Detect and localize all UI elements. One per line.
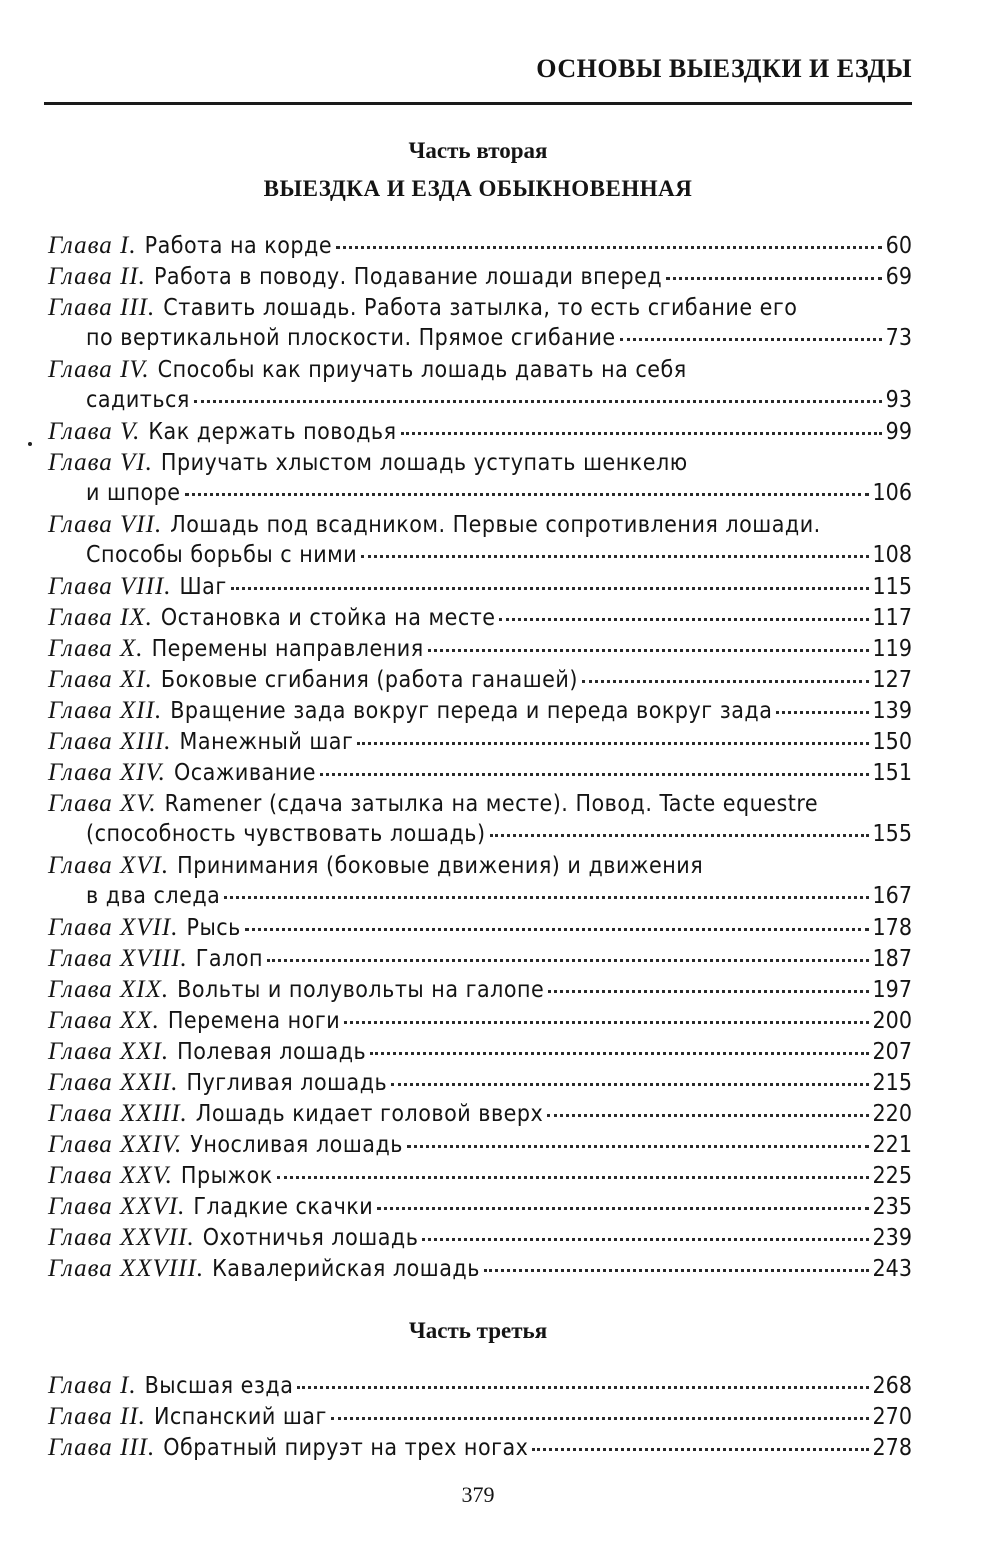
toc-row <box>48 1098 912 1129</box>
chapter-title: Кавалерийская лошадь <box>212 1256 480 1282</box>
chapter-page-number: 278 <box>872 1435 912 1461</box>
toc-row <box>48 788 912 819</box>
chapter-label: Глава IX. <box>48 604 153 631</box>
chapter-page-number: 99 <box>885 419 912 445</box>
toc-row <box>48 230 912 261</box>
toc-row <box>48 1401 912 1432</box>
dot-leader <box>422 1238 868 1241</box>
dot-leader <box>277 1176 869 1179</box>
dot-leader <box>484 1269 869 1272</box>
toc-row <box>48 757 912 788</box>
chapter-page-number: 220 <box>872 1101 912 1127</box>
chapter-page-number: 115 <box>872 574 912 600</box>
chapter-label: Глава III. <box>48 294 156 321</box>
chapter-page-number: 106 <box>872 480 912 506</box>
page-number: 379 <box>461 1482 495 1507</box>
chapter-label: Глава XII. <box>48 697 163 724</box>
chapter-label: Глава XXVIII. <box>48 1255 205 1282</box>
chapter-label: Глава XIII. <box>48 728 172 755</box>
chapter-page-number: 119 <box>872 636 912 662</box>
chapter-label: Глава I. <box>48 1372 137 1399</box>
chapter-label: Глава VIII. <box>48 573 172 600</box>
chapter-page-number: 235 <box>872 1194 912 1220</box>
chapter-page-number: 73 <box>885 325 912 351</box>
dot-leader <box>336 246 882 249</box>
dot-leader <box>194 400 882 403</box>
chapter-title: Прыжок <box>180 1163 273 1189</box>
chapter-page-number: 69 <box>885 264 912 290</box>
stray-ink-dot <box>28 442 32 446</box>
chapter-title: Шаг <box>179 574 227 600</box>
chapter-title: Лошадь кидает головой вверх <box>195 1101 544 1127</box>
toc-row <box>48 478 912 509</box>
chapter-label: Глава VI. <box>48 449 153 476</box>
dot-leader <box>331 1417 869 1420</box>
toc-row <box>48 633 912 664</box>
toc-row <box>48 1432 912 1463</box>
chapter-title: Лошадь под всадником. Первые сопротивления лошади. <box>170 512 821 538</box>
chapter-page-number: 200 <box>872 1008 912 1034</box>
chapter-label: Глава XXVI. <box>48 1193 186 1220</box>
chapter-title: и шпоре <box>86 480 181 506</box>
dot-leader <box>185 493 869 496</box>
chapter-title: Способы как приучать лошадь давать на себя <box>157 357 687 383</box>
chapter-page-number: 93 <box>885 387 912 413</box>
chapter-label: Глава XVII. <box>48 914 179 941</box>
toc-row <box>48 912 912 943</box>
dot-leader <box>231 587 869 590</box>
chapter-title: Вольты и полувольты на галопе <box>177 977 545 1003</box>
dot-leader <box>377 1207 868 1210</box>
toc-row <box>48 354 912 385</box>
toc-row <box>48 571 912 602</box>
chapter-title: Способы борьбы с ними <box>86 542 358 568</box>
chapter-page-number: 155 <box>872 821 912 847</box>
header-rule <box>44 102 912 105</box>
toc-row <box>48 1191 912 1222</box>
chapter-title: Вращение зада вокруг переда и переда вокруг зада <box>170 698 773 724</box>
dot-leader <box>407 1145 869 1148</box>
chapter-page-number: 178 <box>872 915 912 941</box>
chapter-page-number: 215 <box>872 1070 912 1096</box>
chapter-label: Глава II. <box>48 263 146 290</box>
chapter-title: Манежный шаг <box>179 729 354 755</box>
toc-row <box>48 416 912 447</box>
toc-row <box>48 1036 912 1067</box>
toc-row <box>48 602 912 633</box>
dot-leader <box>666 277 882 280</box>
chapter-label: Глава XXIV. <box>48 1131 183 1158</box>
toc-row <box>48 881 912 912</box>
chapter-label: Глава II. <box>48 1403 146 1430</box>
toc-row <box>48 323 912 354</box>
chapter-page-number: 268 <box>872 1373 912 1399</box>
chapter-page-number: 197 <box>872 977 912 1003</box>
chapter-title: Пугливая лошадь <box>186 1070 388 1096</box>
chapter-label: Глава XXII. <box>48 1069 179 1096</box>
dot-leader <box>267 959 868 962</box>
toc-row <box>48 385 912 416</box>
chapter-title: Перемены направления <box>151 636 424 662</box>
chapter-title: Рысь <box>186 915 241 941</box>
chapter-page-number: 207 <box>872 1039 912 1065</box>
toc-row <box>48 1160 912 1191</box>
chapter-title: Боковые сгибания (работа ганашей) <box>160 667 578 693</box>
part2-title: Часть вторая <box>408 138 548 163</box>
dot-leader <box>391 1083 868 1086</box>
chapter-label: Глава III. <box>48 1434 156 1461</box>
chapter-page-number: 127 <box>872 667 912 693</box>
toc-row <box>48 1129 912 1160</box>
chapter-label: Глава XXVII. <box>48 1224 195 1251</box>
toc-row <box>48 695 912 726</box>
chapter-page-number: 243 <box>872 1256 912 1282</box>
chapter-label: Глава XVIII. <box>48 945 188 972</box>
dot-leader <box>224 896 868 899</box>
chapter-title: Гладкие скачки <box>193 1194 374 1220</box>
toc-row <box>48 1222 912 1253</box>
chapter-label: Глава I. <box>48 232 137 259</box>
toc-row <box>48 974 912 1005</box>
dot-leader <box>245 928 869 931</box>
part3-title: Часть третья <box>408 1318 548 1343</box>
chapter-label: Глава XXIII. <box>48 1100 188 1127</box>
toc-row <box>48 1370 912 1401</box>
toc-row <box>48 943 912 974</box>
dot-leader <box>499 618 868 621</box>
chapter-page-number: 108 <box>872 542 912 568</box>
chapter-label: Глава XI. <box>48 666 153 693</box>
chapter-title: Полевая лошадь <box>177 1039 367 1065</box>
chapter-page-number: 117 <box>872 605 912 631</box>
chapter-title: Охотничья лошадь <box>202 1225 419 1251</box>
toc-row <box>48 1005 912 1036</box>
chapter-label: Глава VII. <box>48 511 163 538</box>
chapter-label: Глава XIV. <box>48 759 166 786</box>
chapter-title: Приучать хлыстом лошадь уступать шенкелю <box>160 450 688 476</box>
chapter-title: по вертикальной плоскости. Прямое сгибание <box>86 325 616 351</box>
chapter-title: (способность чувствовать лошадь) <box>86 821 486 847</box>
chapter-page-number: 221 <box>872 1132 912 1158</box>
dot-leader <box>620 338 882 341</box>
chapter-title: садиться <box>86 387 190 413</box>
toc-row <box>48 819 912 850</box>
toc-row <box>48 850 912 881</box>
dot-leader <box>532 1448 868 1451</box>
toc-row <box>48 261 912 292</box>
chapter-page-number: 139 <box>872 698 912 724</box>
toc-row <box>48 540 912 571</box>
toc-row <box>48 664 912 695</box>
dot-leader <box>547 1114 868 1117</box>
chapter-title: Принимания (боковые движения) и движения <box>177 853 704 879</box>
chapter-page-number: 225 <box>872 1163 912 1189</box>
part2-subtitle: ВЫЕЗДКА И ЕЗДА ОБЫКНОВЕННАЯ <box>263 176 693 201</box>
chapter-page-number: 60 <box>885 233 912 259</box>
dot-leader <box>320 773 869 776</box>
chapter-page-number: 151 <box>872 760 912 786</box>
chapter-title: Уносливая лошадь <box>190 1132 403 1158</box>
dot-leader <box>428 649 869 652</box>
chapter-page-number: 239 <box>872 1225 912 1251</box>
toc-row <box>48 1253 912 1284</box>
chapter-label: Глава XV. <box>48 790 157 817</box>
toc-row <box>48 292 912 323</box>
chapter-label: Глава XXI. <box>48 1038 170 1065</box>
chapter-label: Глава XIX. <box>48 976 170 1003</box>
chapter-title: Высшая езда <box>144 1373 294 1399</box>
dot-leader <box>344 1021 868 1024</box>
chapter-title: Работа в поводу. Подавание лошади вперед <box>153 264 663 290</box>
chapter-title: Осаживание <box>173 760 316 786</box>
running-header: ОСНОВЫ ВЫЕЗДКИ И ЕЗДЫ <box>536 54 912 83</box>
chapter-page-number: 150 <box>872 729 912 755</box>
toc-part2 <box>48 230 912 1284</box>
dot-leader <box>357 742 868 745</box>
chapter-label: Глава IV. <box>48 356 150 383</box>
toc-row <box>48 447 912 478</box>
toc-row <box>48 1067 912 1098</box>
chapter-page-number: 167 <box>872 883 912 909</box>
dot-leader <box>297 1386 868 1389</box>
toc-row <box>48 726 912 757</box>
chapter-label: Глава X. <box>48 635 144 662</box>
chapter-title: Перемена ноги <box>167 1008 341 1034</box>
chapter-title: в два следа <box>86 883 221 909</box>
chapter-page-number: 270 <box>872 1404 912 1430</box>
dot-leader <box>582 680 869 683</box>
chapter-label: Глава XXV. <box>48 1162 173 1189</box>
toc-part3 <box>48 1370 912 1463</box>
dot-leader <box>490 834 869 837</box>
chapter-title: Обратный пируэт на трех ногах <box>163 1435 529 1461</box>
chapter-label: Глава XVI. <box>48 852 170 879</box>
dot-leader <box>370 1052 868 1055</box>
chapter-title: Ставить лошадь. Работа затылка, то есть сгибание его <box>163 295 798 321</box>
chapter-label: Глава V. <box>48 418 141 445</box>
dot-leader <box>401 432 882 435</box>
chapter-label: Глава XX. <box>48 1007 160 1034</box>
toc-row <box>48 509 912 540</box>
chapter-title: Работа на корде <box>144 233 333 259</box>
chapter-title: Испанский шаг <box>153 1404 327 1430</box>
chapter-title: Галоп <box>195 946 264 972</box>
dot-leader <box>361 555 868 558</box>
dot-leader <box>776 711 868 714</box>
chapter-page-number: 187 <box>872 946 912 972</box>
chapter-title: Остановка и стойка на месте <box>160 605 496 631</box>
dot-leader <box>548 990 868 993</box>
chapter-title: Как держать поводья <box>148 419 397 445</box>
chapter-title: Ramener (сдача затылка на месте). Повод. Tacte equestre <box>164 791 819 817</box>
